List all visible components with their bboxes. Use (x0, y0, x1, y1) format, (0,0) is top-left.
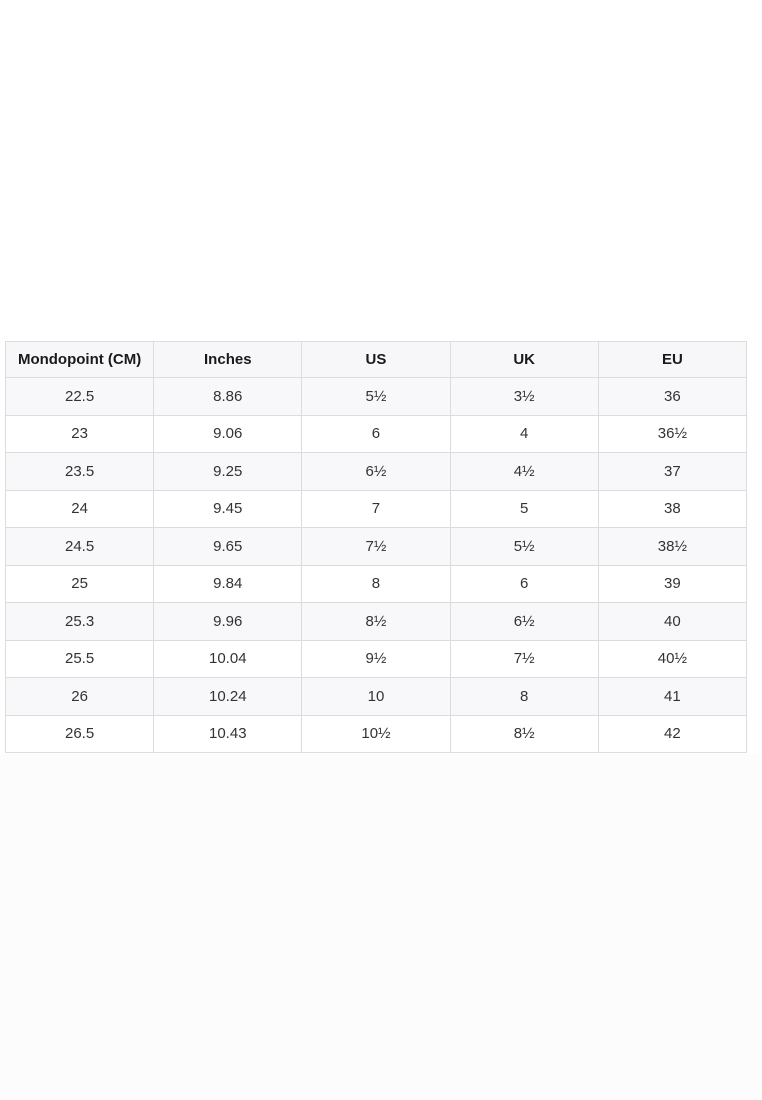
table-row (6, 378, 747, 416)
us-cell: 10 (302, 678, 450, 716)
table-body (6, 378, 747, 753)
column-header-uk: UK (450, 342, 598, 378)
eu-cell: 37 (598, 453, 746, 491)
mondopoint-cell: 24.5 (6, 528, 154, 566)
eu-cell: 42 (598, 715, 746, 753)
uk-cell: 5 (450, 490, 598, 528)
eu-cell: 36½ (598, 415, 746, 453)
us-cell: 7 (302, 490, 450, 528)
eu-cell: 40 (598, 603, 746, 641)
column-header-us: US (302, 342, 450, 378)
mondopoint-cell: 23.5 (6, 453, 154, 491)
eu-cell: 41 (598, 678, 746, 716)
inches-cell: 9.84 (154, 565, 302, 603)
uk-cell: 7½ (450, 640, 598, 678)
mondopoint-cell: 25.3 (6, 603, 154, 641)
table-header (6, 342, 747, 378)
eu-cell: 40½ (598, 640, 746, 678)
eu-cell: 36 (598, 378, 746, 416)
uk-cell: 4½ (450, 453, 598, 491)
uk-cell: 4 (450, 415, 598, 453)
mondopoint-cell: 22.5 (6, 378, 154, 416)
inches-cell: 9.25 (154, 453, 302, 491)
column-header-inches: Inches (154, 342, 302, 378)
inches-cell: 9.06 (154, 415, 302, 453)
table-row (6, 640, 747, 678)
inches-cell: 9.65 (154, 528, 302, 566)
table-row (6, 528, 747, 566)
uk-cell: 3½ (450, 378, 598, 416)
inches-cell: 9.96 (154, 603, 302, 641)
us-cell: 6 (302, 415, 450, 453)
table-row (6, 453, 747, 491)
eu-cell: 38 (598, 490, 746, 528)
inches-cell: 8.86 (154, 378, 302, 416)
header-row (6, 342, 747, 378)
inches-cell: 10.04 (154, 640, 302, 678)
mondopoint-cell: 25 (6, 565, 154, 603)
inches-cell: 10.43 (154, 715, 302, 753)
us-cell: 7½ (302, 528, 450, 566)
inches-cell: 10.24 (154, 678, 302, 716)
table-row (6, 603, 747, 641)
shoe-size-table (5, 341, 747, 753)
table-row (6, 678, 747, 716)
table-row (6, 490, 747, 528)
eu-cell: 38½ (598, 528, 746, 566)
us-cell: 8 (302, 565, 450, 603)
uk-cell: 6½ (450, 603, 598, 641)
uk-cell: 5½ (450, 528, 598, 566)
column-header-eu: EU (598, 342, 746, 378)
mondopoint-cell: 23 (6, 415, 154, 453)
us-cell: 5½ (302, 378, 450, 416)
uk-cell: 6 (450, 565, 598, 603)
us-cell: 9½ (302, 640, 450, 678)
page-background-lower (0, 754, 762, 1100)
mondopoint-cell: 26.5 (6, 715, 154, 753)
us-cell: 6½ (302, 453, 450, 491)
mondopoint-cell: 25.5 (6, 640, 154, 678)
inches-cell: 9.45 (154, 490, 302, 528)
column-header-mondopoint: Mondopoint (CM) (6, 342, 154, 378)
table-row (6, 415, 747, 453)
table-row (6, 565, 747, 603)
us-cell: 10½ (302, 715, 450, 753)
table-row (6, 715, 747, 753)
eu-cell: 39 (598, 565, 746, 603)
mondopoint-cell: 26 (6, 678, 154, 716)
uk-cell: 8½ (450, 715, 598, 753)
uk-cell: 8 (450, 678, 598, 716)
mondopoint-cell: 24 (6, 490, 154, 528)
us-cell: 8½ (302, 603, 450, 641)
